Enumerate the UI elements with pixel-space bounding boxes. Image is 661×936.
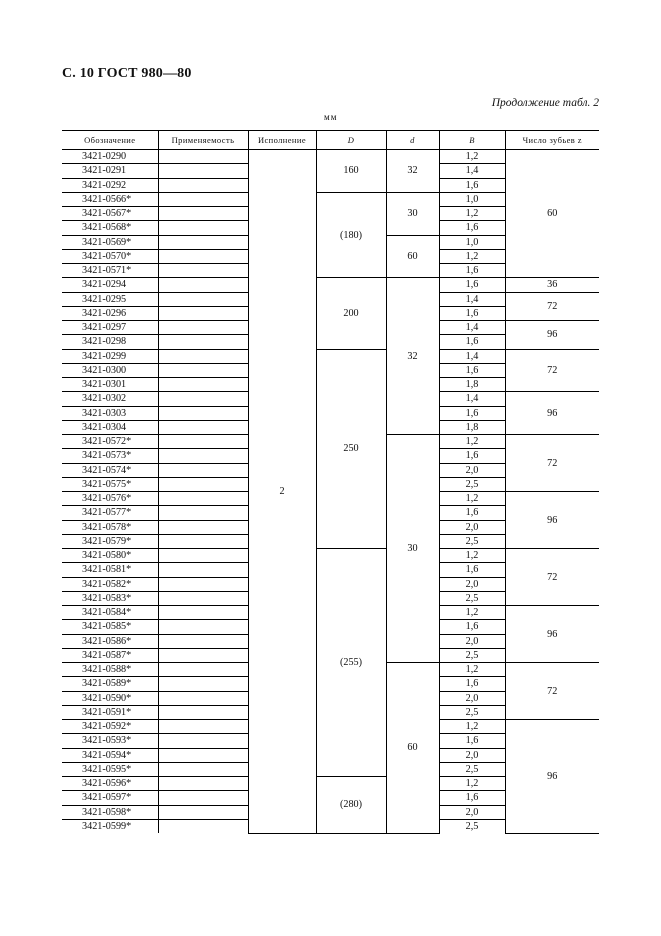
col-header-B: B bbox=[439, 131, 505, 150]
cell-designation: 3421-0585* bbox=[62, 620, 158, 634]
cell-applicability bbox=[158, 278, 248, 292]
cell-teeth: 96 bbox=[505, 492, 599, 549]
cell-applicability bbox=[158, 549, 248, 563]
cell-B: 2,5 bbox=[439, 705, 505, 719]
col-header-designation: Обозначение bbox=[62, 131, 158, 150]
cell-designation: 3421-0584* bbox=[62, 606, 158, 620]
cell-designation: 3421-0573* bbox=[62, 449, 158, 463]
cell-B: 2,0 bbox=[439, 520, 505, 534]
cell-applicability bbox=[158, 506, 248, 520]
cell-B: 1,6 bbox=[439, 563, 505, 577]
cell-B: 1,2 bbox=[439, 777, 505, 791]
cell-designation: 3421-0569* bbox=[62, 235, 158, 249]
gost-data-table bbox=[62, 130, 599, 834]
cell-D: (280) bbox=[316, 777, 386, 834]
cell-d: 32 bbox=[386, 278, 439, 435]
cell-D: (255) bbox=[316, 549, 386, 777]
cell-designation: 3421-0301 bbox=[62, 378, 158, 392]
cell-applicability bbox=[158, 292, 248, 306]
cell-applicability bbox=[158, 762, 248, 776]
cell-applicability bbox=[158, 249, 248, 263]
cell-B: 1,4 bbox=[439, 164, 505, 178]
cell-B: 2,0 bbox=[439, 748, 505, 762]
cell-teeth: 72 bbox=[505, 549, 599, 606]
table-row bbox=[62, 549, 599, 563]
cell-teeth: 72 bbox=[505, 292, 599, 321]
cell-B: 1,6 bbox=[439, 677, 505, 691]
cell-teeth: 72 bbox=[505, 663, 599, 720]
cell-applicability bbox=[158, 705, 248, 719]
cell-applicability bbox=[158, 520, 248, 534]
cell-B: 1,8 bbox=[439, 420, 505, 434]
cell-designation: 3421-0599* bbox=[62, 819, 158, 833]
cell-applicability bbox=[158, 620, 248, 634]
cell-designation: 3421-0291 bbox=[62, 164, 158, 178]
cell-applicability bbox=[158, 449, 248, 463]
cell-applicability bbox=[158, 577, 248, 591]
cell-applicability bbox=[158, 563, 248, 577]
cell-B: 2,5 bbox=[439, 648, 505, 662]
cell-execution: 2 bbox=[248, 150, 316, 834]
cell-designation: 3421-0566* bbox=[62, 192, 158, 206]
cell-designation: 3421-0596* bbox=[62, 777, 158, 791]
cell-designation: 3421-0583* bbox=[62, 591, 158, 605]
cell-B: 1,2 bbox=[439, 435, 505, 449]
cell-B: 2,0 bbox=[439, 805, 505, 819]
cell-designation: 3421-0598* bbox=[62, 805, 158, 819]
cell-applicability bbox=[158, 264, 248, 278]
cell-applicability bbox=[158, 748, 248, 762]
cell-applicability bbox=[158, 178, 248, 192]
cell-applicability bbox=[158, 235, 248, 249]
table-header-row bbox=[62, 131, 599, 150]
cell-B: 1,6 bbox=[439, 734, 505, 748]
cell-B: 2,5 bbox=[439, 762, 505, 776]
cell-D: (180) bbox=[316, 192, 386, 278]
cell-applicability bbox=[158, 207, 248, 221]
cell-designation: 3421-0579* bbox=[62, 534, 158, 548]
units-label: мм bbox=[324, 112, 338, 122]
cell-designation: 3421-0571* bbox=[62, 264, 158, 278]
cell-applicability bbox=[158, 734, 248, 748]
cell-applicability bbox=[158, 363, 248, 377]
cell-applicability bbox=[158, 791, 248, 805]
cell-applicability bbox=[158, 192, 248, 206]
cell-designation: 3421-0294 bbox=[62, 278, 158, 292]
cell-designation: 3421-0575* bbox=[62, 477, 158, 491]
cell-designation: 3421-0587* bbox=[62, 648, 158, 662]
cell-designation: 3421-0590* bbox=[62, 691, 158, 705]
cell-designation: 3421-0591* bbox=[62, 705, 158, 719]
cell-B: 1,2 bbox=[439, 663, 505, 677]
cell-designation: 3421-0578* bbox=[62, 520, 158, 534]
cell-D: 200 bbox=[316, 278, 386, 349]
cell-applicability bbox=[158, 663, 248, 677]
cell-B: 2,0 bbox=[439, 634, 505, 648]
cell-B: 1,4 bbox=[439, 392, 505, 406]
cell-d: 60 bbox=[386, 663, 439, 834]
cell-B: 2,5 bbox=[439, 591, 505, 605]
cell-D: 250 bbox=[316, 349, 386, 549]
cell-applicability bbox=[158, 306, 248, 320]
table-continuation-label: Продолжение табл. 2 bbox=[491, 97, 599, 109]
cell-applicability bbox=[158, 150, 248, 164]
cell-designation: 3421-0570* bbox=[62, 249, 158, 263]
cell-B: 1,6 bbox=[439, 264, 505, 278]
cell-d: 30 bbox=[386, 192, 439, 235]
cell-designation: 3421-0304 bbox=[62, 420, 158, 434]
col-header-applicability: Применяемость bbox=[158, 131, 248, 150]
cell-teeth: 96 bbox=[505, 606, 599, 663]
cell-B: 1,2 bbox=[439, 720, 505, 734]
cell-designation: 3421-0592* bbox=[62, 720, 158, 734]
cell-applicability bbox=[158, 392, 248, 406]
cell-designation: 3421-0574* bbox=[62, 463, 158, 477]
cell-B: 1,2 bbox=[439, 150, 505, 164]
cell-B: 2,0 bbox=[439, 463, 505, 477]
table-row bbox=[62, 278, 599, 292]
cell-B: 1,0 bbox=[439, 235, 505, 249]
cell-B: 1,6 bbox=[439, 306, 505, 320]
cell-designation: 3421-0594* bbox=[62, 748, 158, 762]
cell-applicability bbox=[158, 634, 248, 648]
cell-applicability bbox=[158, 335, 248, 349]
cell-teeth: 72 bbox=[505, 435, 599, 492]
col-header-d: d bbox=[386, 131, 439, 150]
cell-designation: 3421-0597* bbox=[62, 791, 158, 805]
cell-teeth: 96 bbox=[505, 321, 599, 350]
cell-B: 2,0 bbox=[439, 691, 505, 705]
cell-designation: 3421-0572* bbox=[62, 435, 158, 449]
cell-applicability bbox=[158, 805, 248, 819]
cell-designation: 3421-0292 bbox=[62, 178, 158, 192]
col-header-D: D bbox=[316, 131, 386, 150]
cell-B: 2,5 bbox=[439, 534, 505, 548]
cell-B: 1,6 bbox=[439, 620, 505, 634]
cell-B: 1,2 bbox=[439, 606, 505, 620]
cell-B: 1,6 bbox=[439, 406, 505, 420]
cell-designation: 3421-0297 bbox=[62, 321, 158, 335]
cell-designation: 3421-0299 bbox=[62, 349, 158, 363]
cell-B: 1,0 bbox=[439, 192, 505, 206]
cell-B: 2,5 bbox=[439, 477, 505, 491]
cell-D: 160 bbox=[316, 150, 386, 193]
cell-designation: 3421-0290 bbox=[62, 150, 158, 164]
cell-applicability bbox=[158, 606, 248, 620]
cell-designation: 3421-0300 bbox=[62, 363, 158, 377]
cell-applicability bbox=[158, 349, 248, 363]
cell-designation: 3421-0567* bbox=[62, 207, 158, 221]
cell-applicability bbox=[158, 648, 248, 662]
cell-B: 1,6 bbox=[439, 221, 505, 235]
cell-designation: 3421-0296 bbox=[62, 306, 158, 320]
cell-B: 1,6 bbox=[439, 449, 505, 463]
col-header-teeth: Число зубьев z bbox=[505, 131, 599, 150]
cell-applicability bbox=[158, 221, 248, 235]
cell-B: 1,2 bbox=[439, 492, 505, 506]
cell-designation: 3421-0576* bbox=[62, 492, 158, 506]
cell-designation: 3421-0298 bbox=[62, 335, 158, 349]
cell-designation: 3421-0595* bbox=[62, 762, 158, 776]
cell-d: 60 bbox=[386, 235, 439, 278]
cell-applicability bbox=[158, 435, 248, 449]
cell-applicability bbox=[158, 819, 248, 833]
table-row bbox=[62, 150, 599, 164]
cell-applicability bbox=[158, 164, 248, 178]
cell-B: 1,6 bbox=[439, 335, 505, 349]
cell-B: 1,4 bbox=[439, 321, 505, 335]
cell-applicability bbox=[158, 720, 248, 734]
cell-B: 2,5 bbox=[439, 819, 505, 833]
cell-applicability bbox=[158, 477, 248, 491]
cell-B: 1,4 bbox=[439, 292, 505, 306]
cell-designation: 3421-0303 bbox=[62, 406, 158, 420]
cell-designation: 3421-0582* bbox=[62, 577, 158, 591]
cell-applicability bbox=[158, 591, 248, 605]
cell-B: 1,6 bbox=[439, 791, 505, 805]
cell-applicability bbox=[158, 406, 248, 420]
cell-applicability bbox=[158, 691, 248, 705]
cell-designation: 3421-0577* bbox=[62, 506, 158, 520]
table-row bbox=[62, 349, 599, 363]
cell-applicability bbox=[158, 420, 248, 434]
cell-B: 1,8 bbox=[439, 378, 505, 392]
cell-applicability bbox=[158, 534, 248, 548]
cell-teeth: 96 bbox=[505, 720, 599, 834]
cell-designation: 3421-0568* bbox=[62, 221, 158, 235]
cell-B: 1,6 bbox=[439, 506, 505, 520]
cell-applicability bbox=[158, 492, 248, 506]
cell-teeth: 96 bbox=[505, 392, 599, 435]
cell-B: 1,6 bbox=[439, 278, 505, 292]
cell-B: 1,6 bbox=[439, 363, 505, 377]
cell-B: 1,4 bbox=[439, 349, 505, 363]
cell-B: 1,2 bbox=[439, 549, 505, 563]
cell-applicability bbox=[158, 677, 248, 691]
cell-B: 1,6 bbox=[439, 178, 505, 192]
cell-designation: 3421-0586* bbox=[62, 634, 158, 648]
col-header-execution: Исполнение bbox=[248, 131, 316, 150]
cell-teeth: 36 bbox=[505, 278, 599, 292]
cell-applicability bbox=[158, 463, 248, 477]
cell-designation: 3421-0593* bbox=[62, 734, 158, 748]
cell-B: 2,0 bbox=[439, 577, 505, 591]
cell-B: 1,2 bbox=[439, 249, 505, 263]
cell-designation: 3421-0588* bbox=[62, 663, 158, 677]
cell-teeth: 60 bbox=[505, 150, 599, 278]
cell-applicability bbox=[158, 777, 248, 791]
table-body bbox=[62, 150, 599, 834]
cell-applicability bbox=[158, 378, 248, 392]
cell-B: 1,2 bbox=[439, 207, 505, 221]
cell-designation: 3421-0581* bbox=[62, 563, 158, 577]
cell-d: 30 bbox=[386, 435, 439, 663]
cell-teeth: 72 bbox=[505, 349, 599, 392]
cell-d: 32 bbox=[386, 150, 439, 193]
cell-designation: 3421-0295 bbox=[62, 292, 158, 306]
cell-designation: 3421-0580* bbox=[62, 549, 158, 563]
cell-designation: 3421-0302 bbox=[62, 392, 158, 406]
cell-applicability bbox=[158, 321, 248, 335]
page-header: С. 10 ГОСТ 980—80 bbox=[62, 66, 192, 81]
cell-designation: 3421-0589* bbox=[62, 677, 158, 691]
